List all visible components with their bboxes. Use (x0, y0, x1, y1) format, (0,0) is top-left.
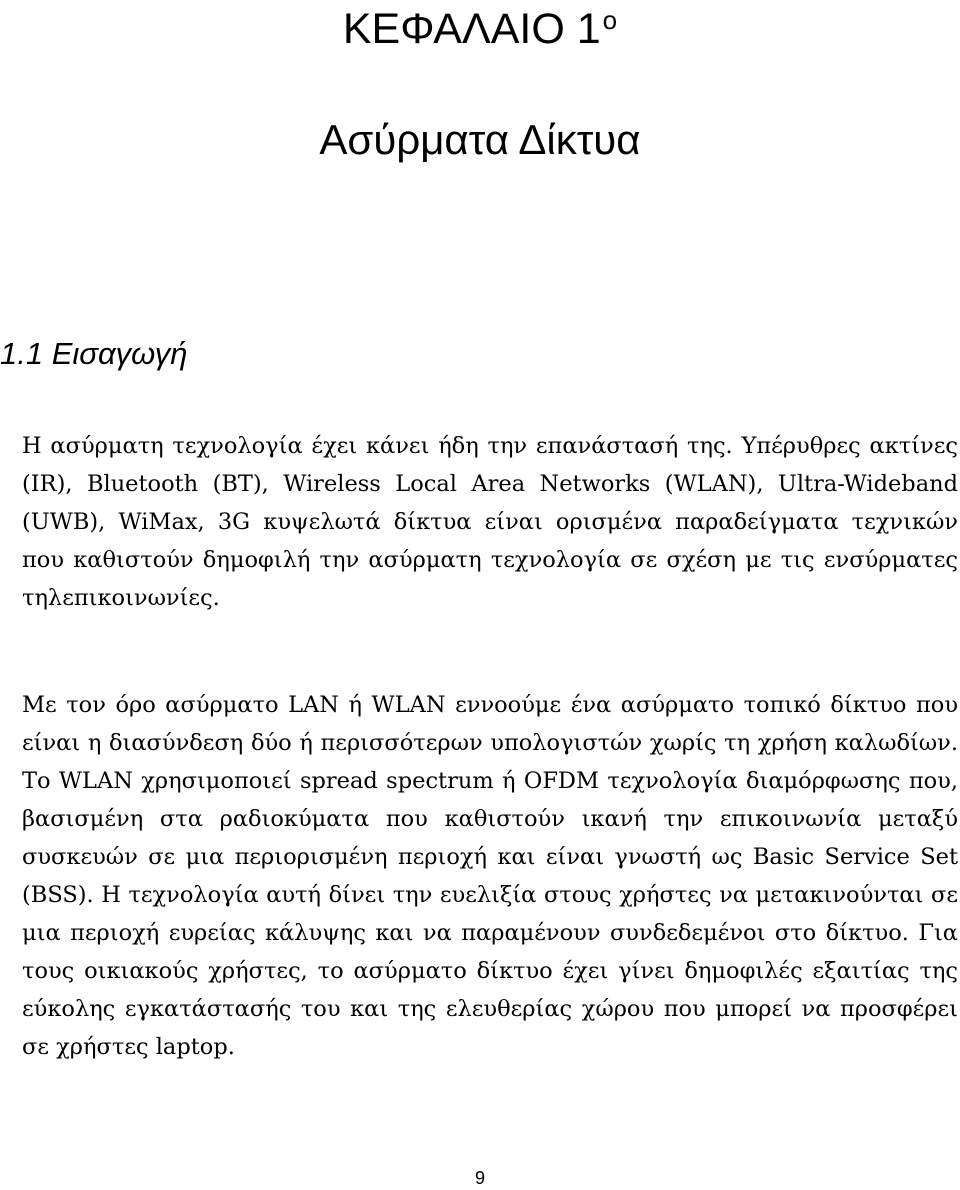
chapter-label: ΚΕΦΑΛΑΙΟ 1 (342, 5, 601, 53)
section-title: 1.1 Εισαγωγή (0, 336, 188, 371)
paragraph-intro: Η ασύρματη τεχνολογία έχει κάνει ήδη την επανάστασή της. Υπέρυθρες ακτίνες (IR), Bluetooth (BT), Wireless Local Area Networks (WLAN), Ultra-Wideband (UWB), WiMax, 3G κυψελωτά δίκτυα είναι ορισμένα παραδείγματα τεχνικών που καθιστούν δημοφιλή την ασύρματη τεχνολογία σε σχέση με τις ενσύρματες τηλεπικοινωνίες. (22, 433, 958, 611)
paragraph-wlan: Με τον όρο ασύρματο LAN ή WLAN εννοούμε ένα ασύρματο τοπικό δίκτυο που είναι η διασύνδεση δύο ή περισσότερων υπολογιστών χωρίς τη χρήση καλωδίων. Το WLAN χρησιμοποιεί spread spectrum ή OFDM τεχνολογία διαμόρφωσης που, βασισμένη στα ραδιοκύματα που καθιστούν ικανή την επικοινωνία μεταξύ συσκευών σε μια περιορισμένη περιοχή και είναι γνωστή ως Basic Service Set (BSS). Η τεχνολογία αυτή δίνει την ευελιξία στους χρήστες να μετακινούνται σε μια περιοχή ευρείας κάλυψης και να παραμένουν συνδεδεμένοι στο δίκτυο. Για τους οικιακούς χρήστες, το ασύρματο δίκτυο έχει γίνει δημοφιλές εξαιτίας της εύκολης εγκατάστασής του και της ελευθερίας χώρου που μπορεί να προσφέρει σε χρήστες laptop. (22, 692, 958, 1060)
chapter-title: Ασύρματα Δίκτυα (319, 116, 641, 163)
chapter-ordinal: ο (602, 5, 618, 35)
chapter-heading (0, 0, 960, 57)
page-number: 9 (474, 1168, 485, 1188)
